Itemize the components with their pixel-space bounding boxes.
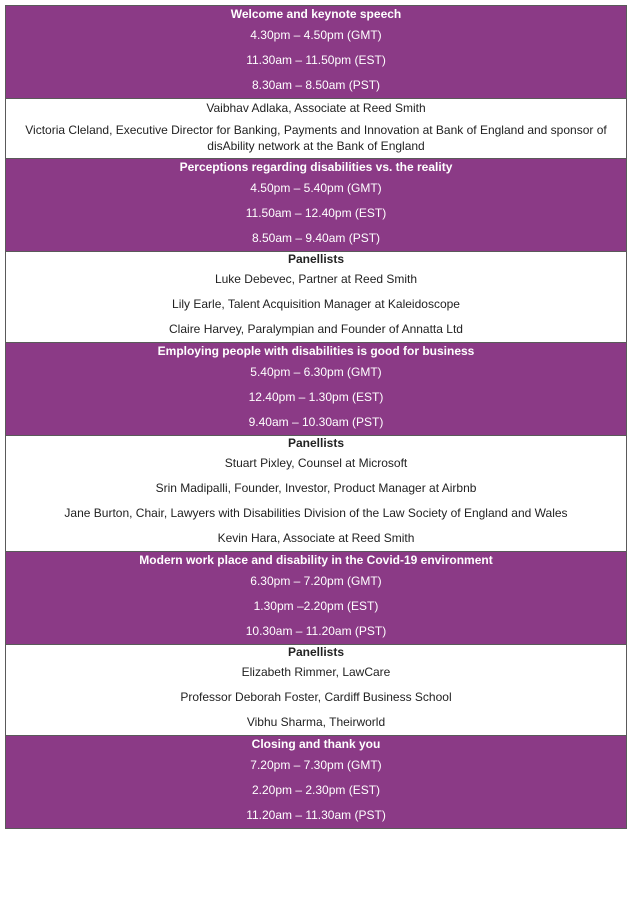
session-time: 11.20am – 11.30am (PST) [246,808,386,822]
speakers-block [5,99,627,159]
session-title: Perceptions regarding disabilities vs. the reality [179,160,453,174]
session-time: 11.30am – 11.50pm (EST) [246,53,386,67]
session-header [5,5,627,99]
session-time: 8.30am – 8.50am (PST) [251,78,381,92]
session-time: 9.40am – 10.30am (PST) [248,415,384,429]
speaker: Claire Harvey, Paralympian and Founder of Annatta Ltd [169,322,463,336]
speaker: Srin Madipalli, Founder, Investor, Product Manager at Airbnb [155,481,477,495]
session-header [5,159,627,252]
session-time: 4.30pm – 4.50pm (GMT) [250,28,382,42]
session-time: 10.30am – 11.20am (PST) [245,624,387,638]
session-title: Closing and thank you [251,737,381,751]
session-time: 8.50am – 9.40am (PST) [251,231,381,245]
panellists-heading: Panellists [287,436,345,450]
speakers-block [5,252,627,343]
speaker: Jane Burton, Chair, Lawyers with Disabilities Division of the Law Society of England and Wales [64,506,568,520]
speaker: Lily Earle, Talent Acquisition Manager at Kaleidoscope [172,297,460,311]
session-time: 1.30pm –2.20pm (EST) [253,599,379,613]
session-time: 4.50pm – 5.40pm (GMT) [250,181,382,195]
session-header [5,736,627,829]
session-time: 6.30pm – 7.20pm (GMT) [250,574,382,588]
session-title: Welcome and keynote speech [230,7,402,21]
speaker: Elizabeth Rimmer, LawCare [241,665,391,679]
agenda-table [5,5,627,829]
speaker: Kevin Hara, Associate at Reed Smith [217,531,415,545]
panellists-heading: Panellists [287,645,345,659]
session-header [5,552,627,645]
session-time: 2.20pm – 2.30pm (EST) [251,783,381,797]
speaker: Professor Deborah Foster, Cardiff Business School [180,690,452,704]
panellists-heading: Panellists [287,252,345,266]
speakers-block [5,645,627,736]
session-time: 5.40pm – 6.30pm (GMT) [250,365,382,379]
session-time: 11.50am – 12.40pm (EST) [245,206,387,220]
session-title: Employing people with disabilities is good for business [157,344,475,358]
speaker: Stuart Pixley, Counsel at Microsoft [224,456,408,470]
speaker: Victoria Cleland, Executive Director for Banking, Payments and Innovation at Bank of England and sponsor of disAbility network at the Bank of England [25,123,607,153]
session-time: 7.20pm – 7.30pm (GMT) [250,758,382,772]
speaker: Vibhu Sharma, Theirworld [246,715,386,729]
session-title: Modern work place and disability in the Covid-19 environment [139,553,493,567]
speaker: Vaibhav Adlaka, Associate at Reed Smith [206,101,426,115]
speakers-block [5,436,627,552]
session-header [5,343,627,436]
session-time: 12.40pm – 1.30pm (EST) [248,390,384,404]
speaker: Luke Debevec, Partner at Reed Smith [214,272,418,286]
